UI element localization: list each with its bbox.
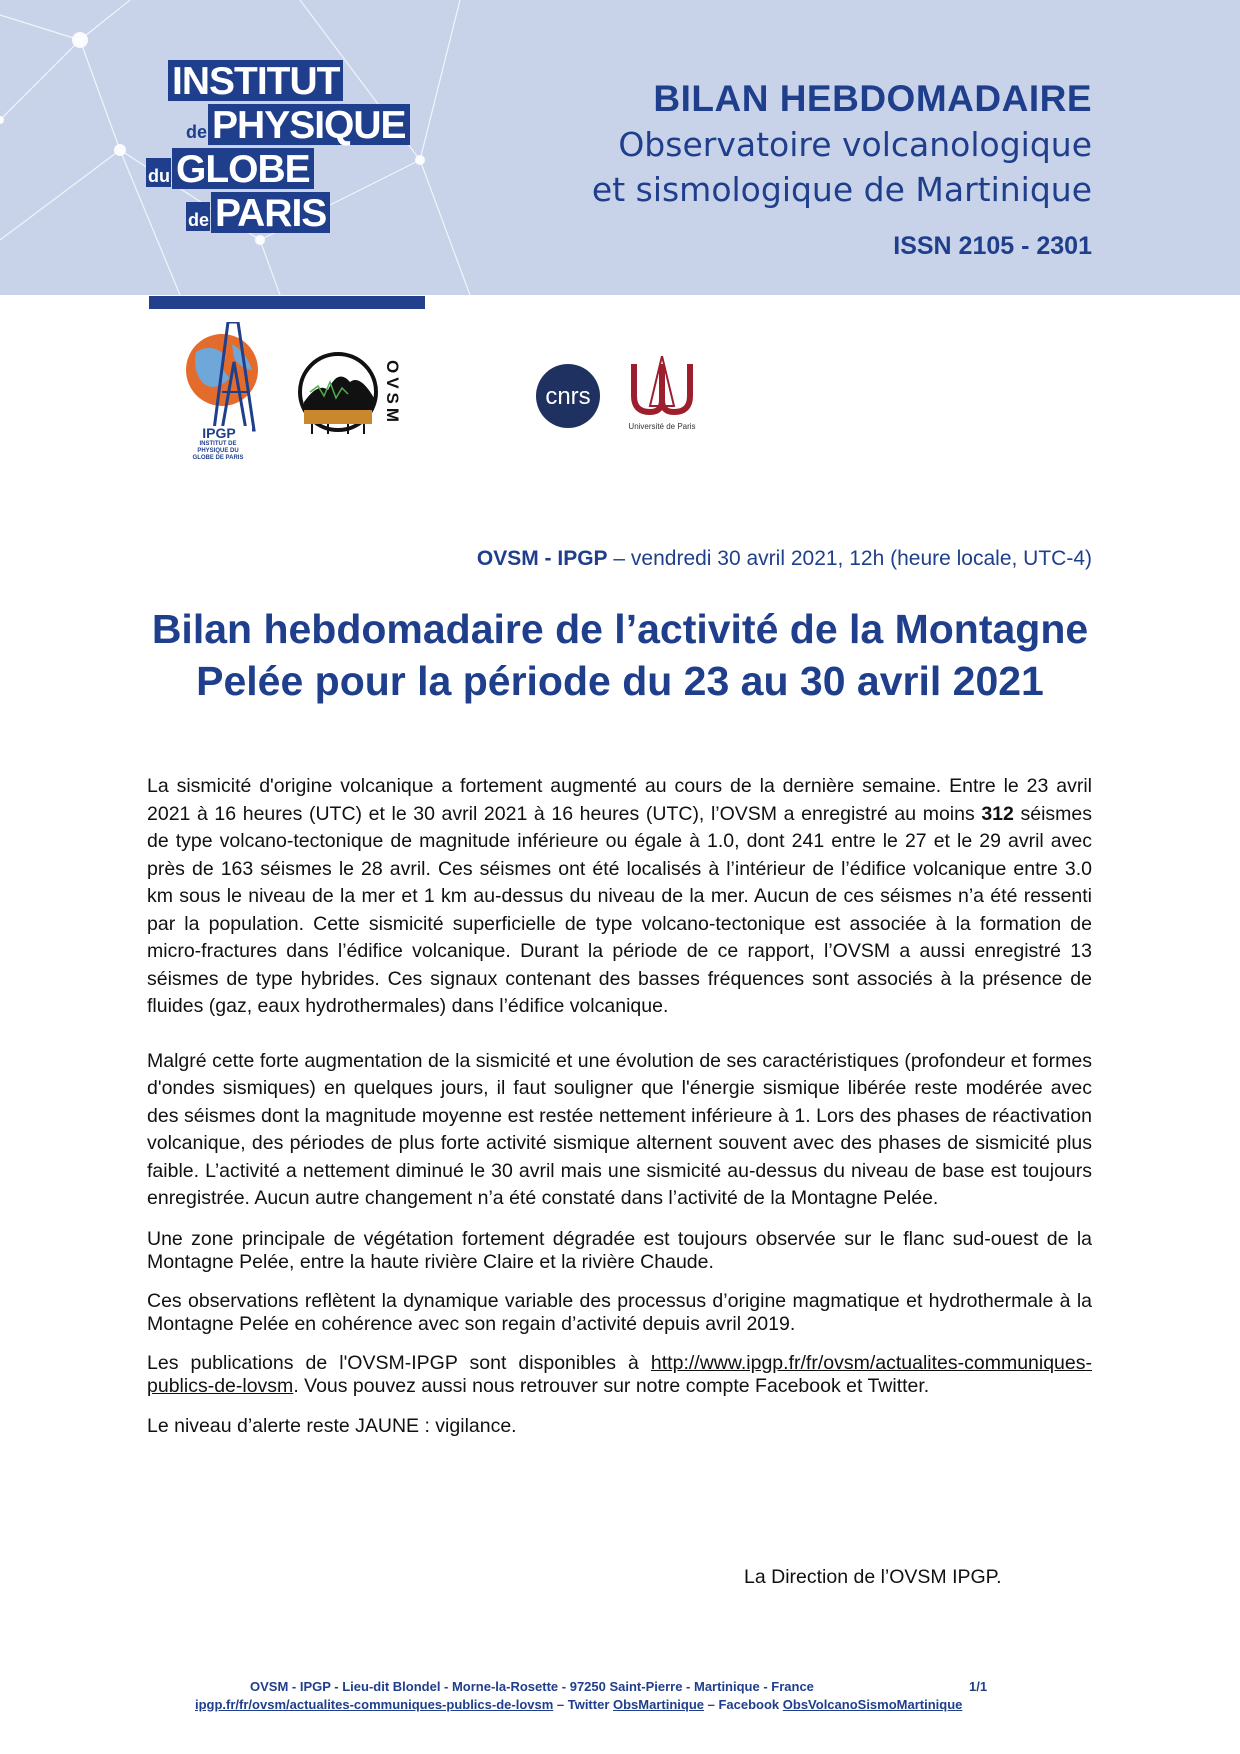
issn-number: ISSN 2105 - 2301: [893, 232, 1092, 260]
footer-links: ipgp.fr/fr/ovsm/actualites-communiques-publics-de-lovsm – Twitter ObsMartinique – Facebook ObsVolcanoSismoMartinique: [195, 1697, 963, 1712]
logo-word-institut: INSTITUT: [168, 60, 343, 101]
paragraph-seismicity: La sismicité d'origine volcanique a fortement augmenté au cours de la dernière semaine. Entre le 23 avril 2021 à 16 heures (UTC) et le 30 avril 2021 à 16 heures (UTC), l’OVSM a enregistré au moins 312 séismes de type volcano-tectonique de magnitude inférieure ou égale à 1.0, dont 241 entre le 27 et le 29 avril avec près de 163 séismes le 28 avril. Ces séismes ont été localisés à l’intérieur de l’édifice volcanique entre 3.0 km sous le niveau de la mer et 1 km au-dessus du niveau de la mer. Aucun de ces séismes n’a été ressenti par la population. Cette sismicité superficielle de type volcano-tectonique est associée à la formation de micro-fractures dans l’édifice volcanique. Durant la période de ce rapport, l’OVSM a aussi enregistré 13 séismes de type hybrides. Ces signaux contenant des basses fréquences sont associés à la présence de fluides (gaz, eaux hydrothermales) dans l’édifice volcanique.: [147, 775, 1092, 1017]
logo-word-physique: PHYSIQUE: [208, 104, 410, 145]
ipgp-emblem-subtext: INSTITUT DE PHYSIQUE DU GLOBE DE PARIS: [192, 441, 244, 462]
universite-de-paris-logo: [628, 356, 696, 422]
ovsm-vertical-label: OVSM: [383, 360, 402, 427]
footer-site-link[interactable]: ipgp.fr/fr/ovsm/actualites-communiques-publics-de-lovsm: [195, 1697, 554, 1712]
paragraph-alert-level: Le niveau d’alerte reste JAUNE : vigilance.: [147, 1414, 517, 1437]
logo-word-globe: GLOBE: [172, 148, 314, 189]
paragraph-publications: Les publications de l'OVSM-IPGP sont disponibles à http://www.ipgp.fr/fr/ovsm/actualites-communiques-publics-de-lovsm. Vous pouvez aussi nous retrouver sur notre compte Facebook et Twitter.: [147, 1351, 1092, 1397]
bulletin-subtitle-line1: Observatoire volcanologique: [618, 125, 1092, 164]
ipgp-wordmark-logo: [146, 60, 446, 250]
ipgp-emblem-text: IPGP: [202, 425, 236, 441]
signature: La Direction de l’OVSM IPGP.: [744, 1566, 1002, 1588]
dateline-text: – vendredi 30 avril 2021, 12h (heure locale, UTC-4): [607, 547, 1092, 570]
dateline: [477, 547, 1092, 571]
bulletin-subtitle-line2: et sismologique de Martinique: [591, 170, 1092, 209]
bulletin-title: BILAN HEBDOMADAIRE: [653, 78, 1092, 119]
ovsm-emblem-logo: [298, 352, 378, 438]
paragraph-vegetation: Une zone principale de végétation fortement dégradée est toujours observée sur le flanc sud-ouest de la Montagne Pelée, entre la haute rivière Claire et la rivière Chaude.: [147, 1227, 1092, 1273]
logo-word-paris: PARIS: [211, 192, 330, 233]
earthquake-count: 312: [981, 802, 1014, 825]
report-title: Bilan hebdomadaire de l’activité de la Montagne Pelée pour la période du 23 au 30 avril 2021: [151, 606, 1089, 704]
cnrs-logo: [534, 362, 602, 430]
dateline-org: OVSM - IPGP: [476, 547, 608, 570]
footer-twitter-link[interactable]: ObsMartinique: [613, 1697, 705, 1712]
universite-de-paris-label: Université de Paris: [628, 422, 696, 431]
logo-prefix-de-2: de: [186, 202, 210, 231]
footer-page-number: 1/1: [969, 1679, 988, 1694]
cnrs-logo-text: cnrs: [545, 383, 591, 410]
report-body: [147, 773, 1092, 1440]
paragraph-observations: Ces observations reflètent la dynamique variable des processus d’origine magmatique et hydrothermale à la Montagne Pelée en cohérence avec son regain d’activité depuis avril 2019.: [147, 1289, 1092, 1335]
logo-prefix-du: du: [146, 158, 171, 187]
ipgp-emblem-logo: [182, 322, 282, 452]
publications-link[interactable]: http://www.ipgp.fr/fr/ovsm/actualites-communiques-publics-de-lovsm: [147, 1351, 1092, 1397]
footer-address: OVSM - IPGP - Lieu-dit Blondel - Morne-la-Rosette - 97250 Saint-Pierre - Martinique - France: [250, 1679, 814, 1694]
logo-prefix-de: de: [186, 122, 208, 142]
paragraph-energy: Malgré cette forte augmentation de la sismicité et une évolution de ses caractéristiques (profondeur et formes d'ondes sismiques) en quelques jours, il faut souligner que l'énergie sismique libérée reste modérée avec des séismes dont la magnitude moyenne est restée nettement inférieure à 1. Lors des phases de réactivation volcanique, des périodes de plus forte activité sismique alternent souvent avec des phases de sismicité plus faible. L’activité a nettement diminué le 30 avril mais une sismicité au-dessus du niveau de base est toujours enregistrée. Aucun autre changement n’a été constaté dans l’activité de la Montagne Pelée.: [147, 1049, 1092, 1209]
logo-underbar: [149, 296, 425, 309]
footer-facebook-link[interactable]: ObsVolcanoSismoMartinique: [782, 1697, 963, 1712]
